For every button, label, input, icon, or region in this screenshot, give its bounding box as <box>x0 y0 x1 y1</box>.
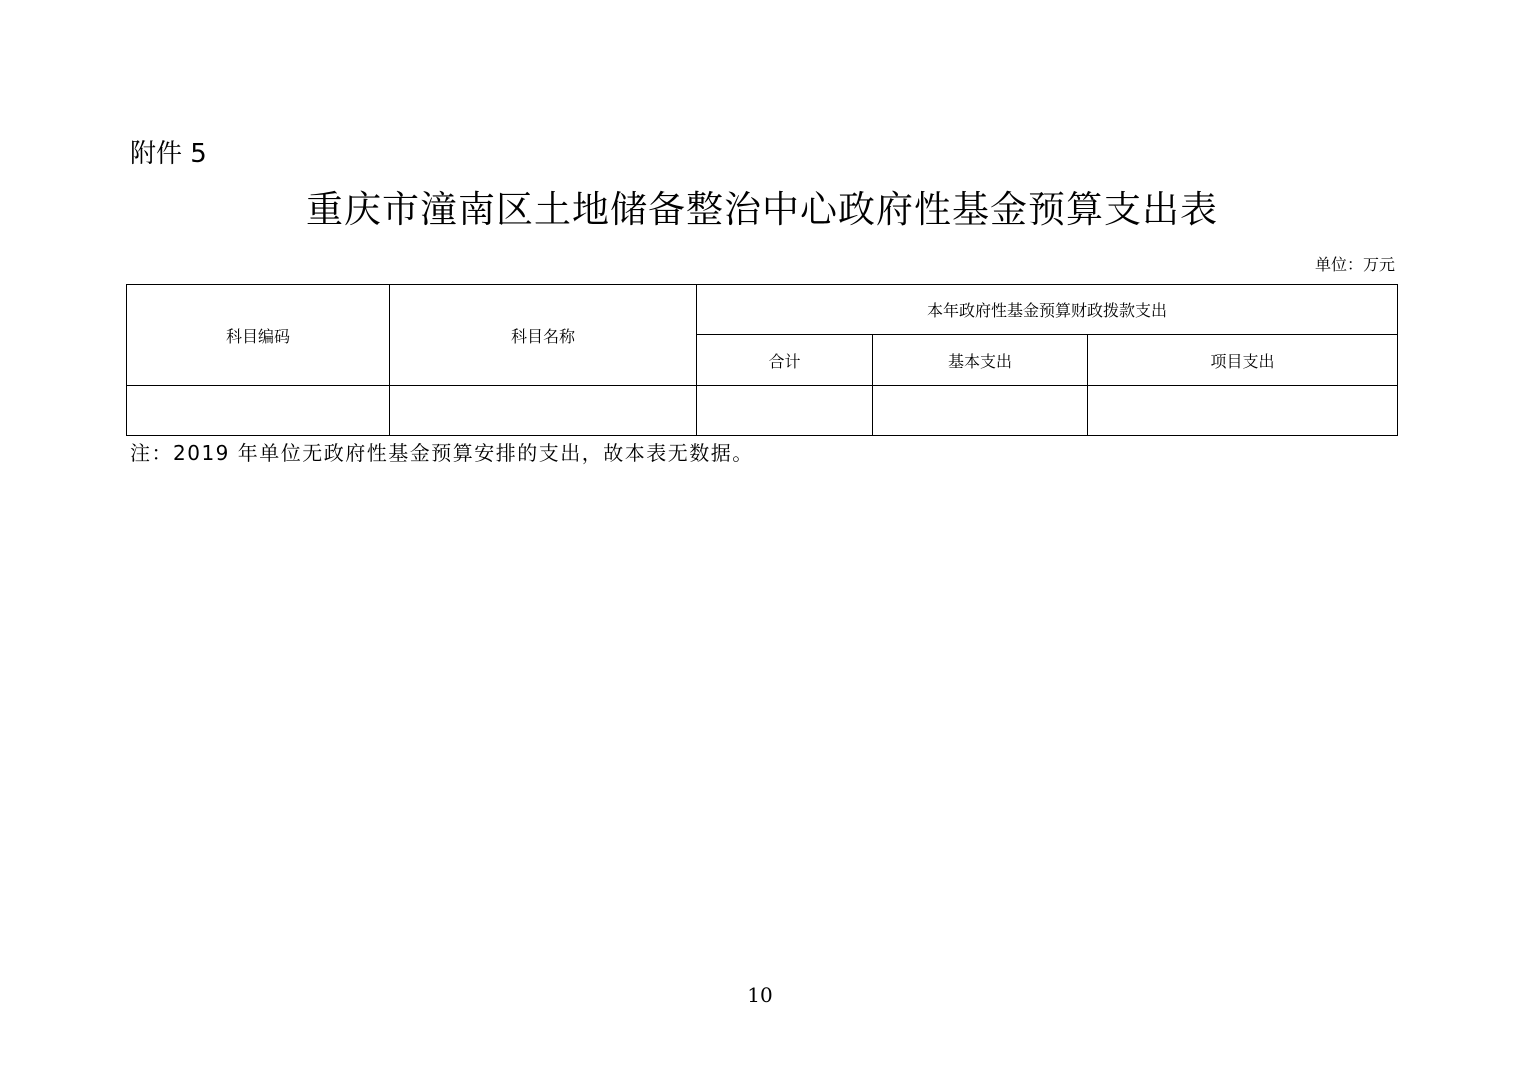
budget-table <box>126 284 1398 436</box>
header-total: 合计 <box>697 335 873 386</box>
page-number: 10 <box>747 983 773 1007</box>
header-budget-group: 本年政府性基金预算财政拨款支出 <box>697 285 1398 335</box>
header-subject-name: 科目名称 <box>390 285 697 386</box>
unit-label: 单位：万元 <box>1314 255 1395 274</box>
table-header-row <box>127 285 1398 335</box>
cell-total <box>697 386 873 436</box>
table-row <box>127 386 1398 436</box>
attachment-label: 附件 5 <box>130 139 207 169</box>
header-basic-expenditure: 基本支出 <box>873 335 1088 386</box>
cell-project-expenditure <box>1088 386 1398 436</box>
header-subject-code: 科目编码 <box>127 285 390 386</box>
page-title: 重庆市潼南区土地储备整治中心政府性基金预算支出表 <box>306 188 1218 231</box>
cell-subject-code <box>127 386 390 436</box>
cell-subject-name <box>390 386 697 436</box>
table-note: 注：2019 年单位无政府性基金预算安排的支出，故本表无数据。 <box>130 441 754 465</box>
cell-basic-expenditure <box>873 386 1088 436</box>
header-project-expenditure: 项目支出 <box>1088 335 1398 386</box>
